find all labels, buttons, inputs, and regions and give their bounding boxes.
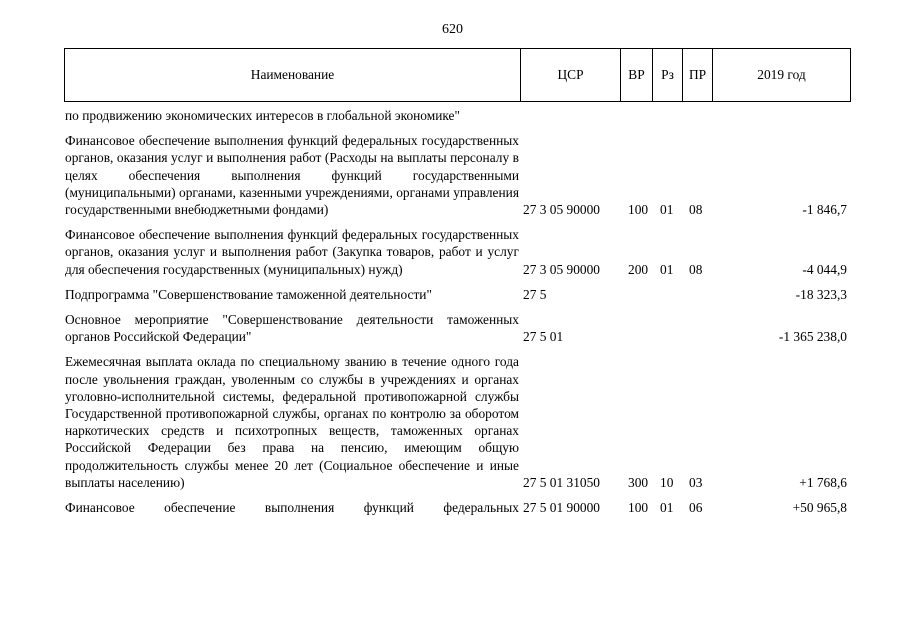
column-header-year: 2019 год xyxy=(713,49,851,102)
row-pr: 08 xyxy=(689,202,703,218)
row-name: Подпрограмма "Совершенствование таможенной деятельности" xyxy=(65,286,432,302)
row-name: Финансовое обеспечение выполнения функций федеральных государственных органов, оказания услуг и выполнения работ (Расходы на выплаты персоналу в целях обеспечения выполнения функций государственными (муниципальными) органами, казенными учреждениями, органами управления государственными внебюджетными фондами) xyxy=(65,133,519,218)
table-body xyxy=(65,107,850,516)
row-name: по продвижению экономических интересов в глобальной экономике" xyxy=(65,108,460,123)
row-vr: 100 xyxy=(628,500,649,516)
row-csr: 27 3 05 90000 xyxy=(523,261,600,277)
row-amount: -4 044,9 xyxy=(802,261,847,277)
table-header xyxy=(64,48,851,102)
row-vr: 100 xyxy=(628,202,649,218)
row-csr: 27 5 01 90000 xyxy=(523,500,600,516)
row-amount: -1 365 238,0 xyxy=(778,329,847,345)
row-name: Ежемесячная выплата оклада по специальному званию в течение одного года после увольнения граждан, уволенным со службы в учреждениях и органах уголовно-исполнительной системы, федеральной противопожарной службы Государственной противопожарной службы, органах по контролю за оборотом наркотических средств и психотропных веществ, таможенных органах Российской Федерации без права на пенсию, имеющим общую продолжительность службы менее 20 лет (Социальное обеспечение и иные выплаты населению) xyxy=(65,354,519,490)
column-header-name: Наименование xyxy=(65,49,521,102)
row-csr: 27 5 xyxy=(523,286,547,302)
page-number: 620 xyxy=(442,22,463,37)
column-header-pr: ПР xyxy=(683,49,713,102)
column-header-rz: Рз xyxy=(653,49,683,102)
row-name: Финансовое обеспечение выполнения функций федеральных xyxy=(65,500,519,516)
table-row xyxy=(65,286,850,303)
table-row xyxy=(65,311,850,345)
row-csr: 27 3 05 90000 xyxy=(523,202,600,218)
row-rz: 01 xyxy=(660,261,674,277)
row-amount: +50 965,8 xyxy=(792,500,847,516)
table-row xyxy=(65,226,850,278)
row-name: Основное мероприятие "Совершенствование деятельности таможенных органов Российской Федерации" xyxy=(65,312,519,345)
row-csr: 27 5 01 31050 xyxy=(523,474,600,490)
table-row xyxy=(65,353,850,491)
row-pr: 06 xyxy=(689,500,703,516)
row-rz: 01 xyxy=(660,202,674,218)
row-rz: 10 xyxy=(660,474,674,490)
row-vr: 200 xyxy=(628,261,649,277)
table-row xyxy=(65,132,850,218)
row-pr: 03 xyxy=(689,474,703,490)
row-amount: +1 768,6 xyxy=(799,474,847,490)
row-name: Финансовое обеспечение выполнения функций федеральных государственных органов, оказания услуг и выполнения работ (Закупка товаров, работ и услуг для обеспечения государственных (муниципальных) нужд) xyxy=(65,227,519,277)
table-row xyxy=(65,107,850,124)
row-rz: 01 xyxy=(660,500,674,516)
row-amount: -18 323,3 xyxy=(795,286,847,302)
table-row xyxy=(65,499,850,516)
row-amount: -1 846,7 xyxy=(802,202,847,218)
row-pr: 08 xyxy=(689,261,703,277)
column-header-vr: ВР xyxy=(621,49,653,102)
column-header-csr: ЦСР xyxy=(521,49,621,102)
row-csr: 27 5 01 xyxy=(523,329,564,345)
row-vr: 300 xyxy=(628,474,649,490)
